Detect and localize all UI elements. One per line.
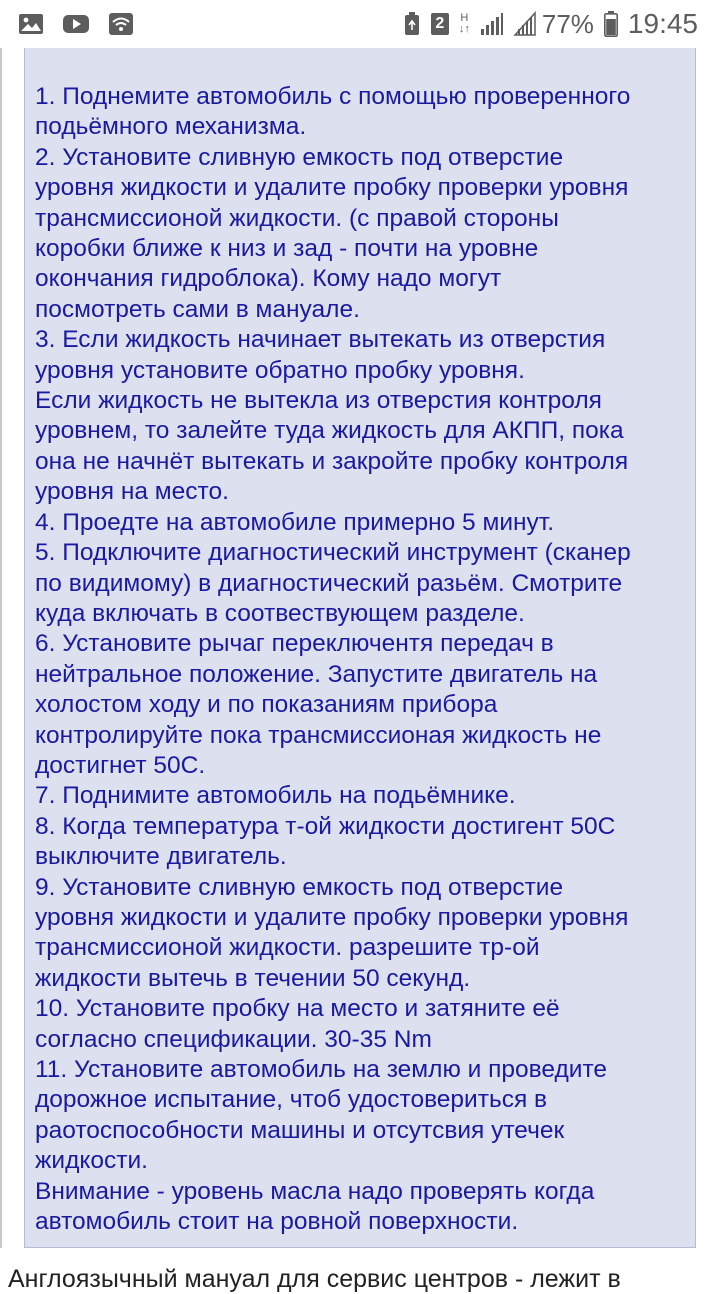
quote-line: Если жидкость не вытекла из отверстия контроля	[35, 387, 602, 415]
youtube-icon	[62, 13, 90, 35]
system-indicators	[393, 6, 698, 42]
quote-line: подьёмного механизма.	[35, 113, 307, 141]
quote-line: 8. Когда температура т-ой жидкости достигент 50С	[35, 812, 616, 840]
quote-line: 1. Поднемите автомобиль с помощью проверенного	[35, 83, 631, 110]
quote-line: 2. Установите сливную емкость под отверстие	[35, 143, 564, 171]
quote-line: нейтральное положение. Запустите двигатель на	[35, 660, 598, 688]
quote-line: коробки ближе к низ и зад - почти на уровне	[35, 235, 539, 263]
quote-line: 11. Установите автомобиль на землю и проведите	[35, 1056, 608, 1083]
quote-line: посмотреть сами в мануале.	[35, 295, 360, 323]
post-left-rule	[0, 0, 2, 1248]
quote-line: куда включать в соотвествующем разделе.	[35, 599, 525, 627]
quote-line: раотоспособности машины и отсутсвия утечек	[35, 1116, 565, 1144]
quote-block	[24, 0, 696, 1248]
image-icon	[18, 13, 44, 35]
quote-line: трансмиссионой жидкости. разрешите тр-ой	[35, 934, 540, 962]
quote-line: окончания гидроблока). Кому надо могут	[35, 265, 502, 293]
quote-line: 6. Установите рычаг переключентя передач в	[35, 630, 554, 658]
post-body-text: Англоязычный мануал для сервис центров - лежит в	[8, 1265, 621, 1293]
quote-line: согласно спецификации. 30-35 Nm	[35, 1025, 432, 1053]
quote-line: 5. Подключите диагностический инструмент (сканер	[35, 539, 631, 567]
battery-icon	[604, 11, 618, 37]
quote-line: трансмиссионой жидкости. (с правой стороны	[35, 204, 559, 232]
signal-icon	[514, 12, 536, 36]
battery-percent: 77%	[541, 8, 594, 39]
quote-line: холостом ходу и по показаниям прибора	[35, 691, 498, 719]
status-bar	[0, 0, 720, 48]
quote-line: Внимание - уровень масла надо проверять когда	[35, 1177, 595, 1205]
quote-text	[35, 82, 691, 1237]
quote-line: 4. Проедте на автомобиле примерно 5 минут.	[35, 508, 555, 536]
storage-cleaner-icon	[403, 11, 421, 37]
quote-line: уровнем, то залейте туда жидкость для АКПП, пока	[35, 417, 624, 445]
network-type-icon: H ↓↑	[458, 12, 470, 35]
quote-line: уровня жидкости и удалите пробку проверки уровня	[35, 903, 629, 931]
quote-line: дорожное испытание, чтоб удостовериться в	[35, 1086, 548, 1114]
quote-line: уровня жидкости и удалите пробку проверки уровня	[35, 174, 629, 202]
quote-line: 3. Если жидкость начинает вытекать из отверстия	[35, 326, 606, 354]
notification-icons	[18, 10, 152, 38]
quote-line: она не начнёт вытекать и закройте пробку контроля	[35, 447, 629, 475]
quote-line: по видимому) в диагностический разьём. Смотрите	[35, 569, 623, 597]
quote-line: автомобиль стоит на ровной поверхности.	[35, 1208, 519, 1236]
quote-line: уровня установите обратно пробку уровня.	[35, 356, 525, 384]
quote-line: 9. Установите сливную емкость под отверстие	[35, 873, 564, 901]
quote-line: 10. Установите пробку на место и затяните её	[35, 995, 560, 1023]
quote-line: достигнет 50С.	[35, 751, 206, 779]
quote-line: жидкости вытечь в течении 50 секунд.	[35, 964, 471, 992]
clock: 19:45	[627, 8, 698, 39]
quote-line: выключите двигатель.	[35, 843, 287, 871]
signal-icon	[480, 12, 504, 36]
quote-line: контролируйте пока трансмиссионая жидкость не	[35, 721, 602, 749]
quote-line: уровня на место.	[35, 478, 229, 506]
quote-line: 7. Поднимите автомобиль на подьёмнике.	[35, 782, 516, 810]
quote-line: жидкости.	[35, 1147, 148, 1175]
wifi-icon	[108, 12, 134, 36]
sim-2-icon: 2	[431, 13, 449, 35]
